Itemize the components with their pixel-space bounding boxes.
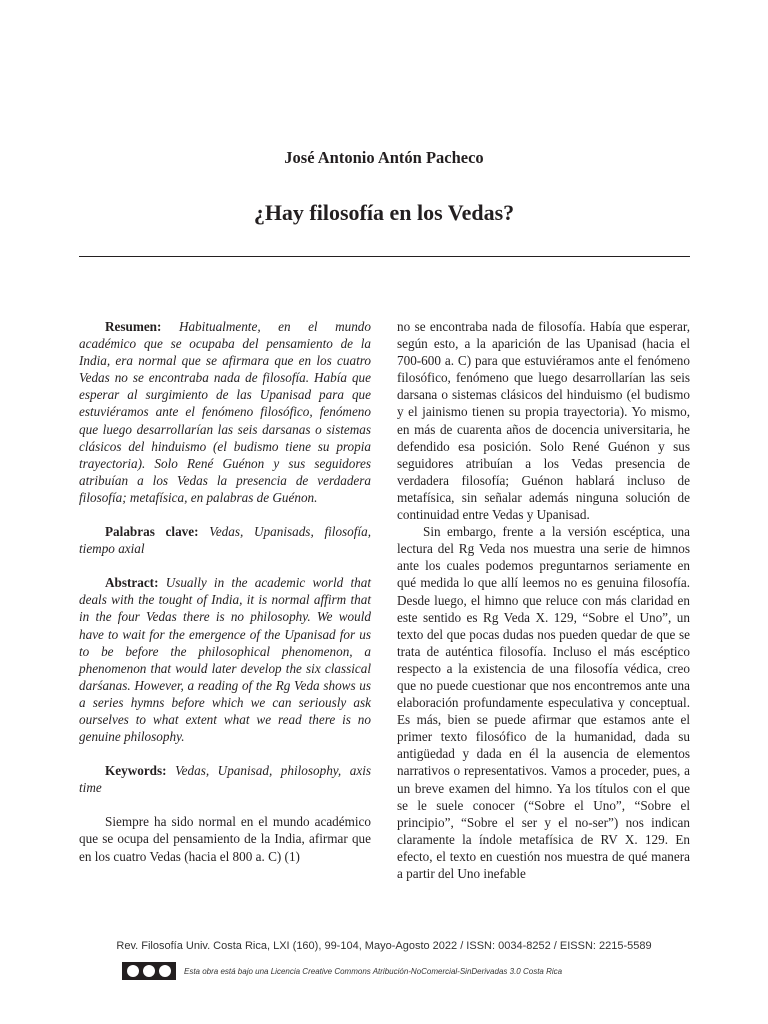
abstract-label: Abstract: (105, 575, 159, 591)
palabras-clave-paragraph (79, 523, 371, 557)
body-paragraph-2: Sin embargo, frente a la versión escéptica, una lectura del Rg Veda nos muestra una serie de himnos ante los cuales podemos preguntarnos seriamente en qué medida lo que allí leemos no es genuina filosofía. Desde luego, el himno que reluce con más claridad en este sentido es Rg Veda X. 129, “Sobre el Uno”, un texto del que pocas dudas nos pueden quedar de que se trata de auténtica filosofía. Incluso el más escéptico respecto a la existencia de una filosofía védica, creo que no puede cuestionar que nos encontremos ante una elaboración profundamente especulativa y conceptual. Es más, bien se puede afirmar que estamos ante el primer texto filosófico de la humanidad, dada su antigüedad y dada en él la ausencia de elementos narrativos o representativos. Vamos a proceder, pues, a un breve examen del himno. Ya los títulos con el que se le suele conocer (“Sobre el Uno”, “Sobre el principio”, “Sobre el ser y el no-ser”) nos indican claramente la índole metafísica de RV X. 129. En efecto, el texto en cuestión nos muestra de qué manera a partir del Uno inefable (397, 524, 690, 881)
keywords-text: Vedas, Upanisad, philosophy, axis time (79, 763, 371, 796)
article-title: ¿Hay filosofía en los Vedas? (253, 200, 515, 225)
resumen-paragraph (79, 318, 371, 506)
left-column (79, 318, 371, 865)
cc-by-nc-nd-icon (122, 962, 176, 980)
abstract-paragraph (79, 574, 371, 745)
title-divider (79, 256, 690, 257)
resumen-text: Habitualmente, en el mundo académico que se ocupaba del pensamiento de la India, era normal que se afirmara que en los cuatro Vedas no se encontraba nada de filosofía. Había que esperar al surgimiento de las Upanisad para que estuviéramos ante el fenómeno filosófico, fenómeno que luego desarrollarían las seis darsanas o sistemas clásicos del hinduismo (el budismo tiene su propia trayectoria). Solo René Guénon y sus seguidores atribuían a los Vedas la presencia de verdadera filosofía; metafísica, en palabras de Guénon. (79, 319, 371, 505)
palabras-clave-text: Vedas, Upanisads, filosofía, tiempo axial (79, 524, 371, 557)
license-block (122, 962, 562, 980)
body-paragraph-1: Siempre ha sido normal en el mundo académico que se ocupa del pensamiento de la India, afirmar que en los cuatro Vedas (hacia el 800 a. C) (1) (79, 814, 371, 864)
author-name: José Antonio Antón Pacheco (284, 148, 484, 167)
keywords-label: Keywords: (105, 763, 167, 779)
resumen-label: Resumen: (105, 319, 162, 334)
palabras-clave-label: Palabras clave: (105, 524, 199, 540)
license-text: Esta obra está bajo una Licencia Creative Commons Atribución-NoComercial-SinDerivadas 3.0 Costa Rica (184, 966, 563, 976)
body-paragraph-1-continued: no se encontraba nada de filosofía. Había que esperar, según esto, a la aparición de las Upanisad (hacia el 700-600 a. C) para que estuviéramos ante el fenómeno filosófico, fenómeno que luego desarrollarían las seis darsana o sistemas clásicos del hinduismo (el budismo y el jainismo tienen su propia trayectoria). Yo mismo, en más de cuarenta años de docencia universitaria, he defendido esa posición. Solo René Guénon y sus seguidores atribuían a los Vedas presencia de verdadera filosofía; Guénon hablará incluso de metafísica, sin señalar además ninguna solución de continuidad entre Vedas y Upanisad. (397, 319, 690, 523)
right-column (397, 318, 690, 882)
journal-reference: Rev. Filosofía Univ. Costa Rica, LXI (160), 99-104, Mayo-Agosto 2022 / ISSN: 0034-8252 / EISSN: 2215-5589 (116, 940, 652, 952)
keywords-paragraph (79, 762, 371, 796)
abstract-text: Usually in the academic world that deals with the tought of India, it is normal affirm that in the four Vedas there is no philosophy. We would have to wait for the emergence of the Upanisad for us to be before the philosophical phenomenon, a phenomenon that would later develop the six classical darśanas. However, a reading of the Rg Veda shows us a series hymns before which we can seriously ask ourselves to what extent what we read there is no genuine philosophy. (79, 575, 371, 745)
